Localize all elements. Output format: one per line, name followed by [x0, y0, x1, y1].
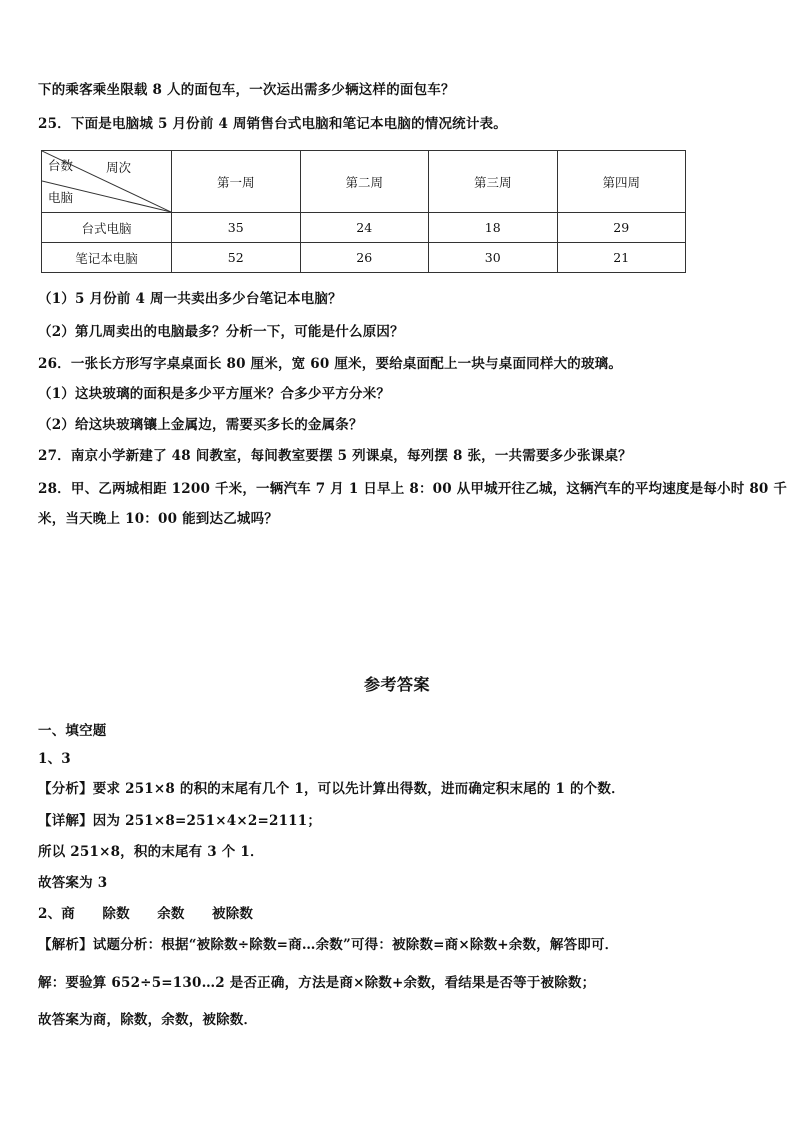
answer-1-so: 所以 251×8，积的末尾有 3 个 1． — [38, 844, 264, 860]
header-week-1: 第一周 — [172, 151, 301, 213]
question-27: 27．南京小学新建了 48 间教室，每间教室要摆 5 列课桌，每列摆 8 张，一共需要多少张课桌？ — [38, 448, 632, 464]
answers-section-1: 一、填空题 — [38, 723, 107, 739]
question-25-1: （1）5 月份前 4 周一共卖出多少台笔记本电脑？ — [38, 291, 342, 307]
header-week-4: 第四周 — [557, 151, 686, 213]
cell: 24 — [300, 213, 429, 243]
question-24-continuation: 下的乘客乘坐限载 8 人的面包车，一次运出需多少辆这样的面包车？ — [38, 82, 455, 98]
question-25-2: （2）第几周卖出的电脑最多？分析一下，可能是什么原因？ — [38, 324, 404, 340]
header-week-3: 第三周 — [429, 151, 558, 213]
corner-label-week: 周次 — [106, 160, 132, 175]
cell: 29 — [557, 213, 686, 243]
cell: 52 — [172, 243, 301, 273]
question-28-line2: 米，当天晚上 10：00 能到达乙城吗？ — [38, 511, 278, 527]
cell: 30 — [429, 243, 558, 273]
header-week-2: 第二周 — [300, 151, 429, 213]
answer-2-final: 故答案为商，除数，余数，被除数． — [38, 1012, 258, 1028]
question-26-1: （1）这块玻璃的面积是多少平方厘米？合多少平方分米？ — [38, 386, 391, 402]
row-label-desktop: 台式电脑 — [42, 213, 172, 243]
corner-label-computer: 电脑 — [48, 190, 74, 205]
cell: 35 — [172, 213, 301, 243]
question-25: 25．下面是电脑城 5 月份前 4 周销售台式电脑和笔记本电脑的情况统计表。 — [38, 116, 507, 132]
table-header-row — [42, 151, 686, 213]
answer-1-analysis: 【分析】要求 251×8 的积的末尾有几个 1，可以先计算出得数，进而确定积末尾的 1 的个数． — [38, 781, 625, 797]
answer-1-final: 故答案为 3 — [38, 875, 108, 891]
question-28-line1: 28．甲、乙两城相距 1200 千米，一辆汽车 7 月 1 日早上 8：00 从甲城开往乙城，这辆汽车的平均速度是每小时 80 千 — [38, 481, 788, 497]
row-label-laptop: 笔记本电脑 — [42, 243, 172, 273]
question-26: 26．一张长方形写字桌桌面长 80 厘米，宽 60 厘米，要给桌面配上一块与桌面同样大的玻璃。 — [38, 356, 623, 372]
question-26-2: （2）给这块玻璃镶上金属边，需要买多长的金属条？ — [38, 417, 363, 433]
table-row-desktop — [42, 213, 686, 243]
answer-2: 2、商 除数 余数 被除数 — [38, 906, 254, 922]
answer-2-solution: 解：要验算 652÷5=130…2 是否正确，方法是商×除数+余数，看结果是否等于被除数； — [38, 975, 596, 991]
table-row-laptop — [42, 243, 686, 273]
corner-label-count: 台数 — [48, 158, 74, 173]
sales-table — [41, 150, 686, 273]
answer-2-analysis: 【解析】试题分析：根据“被除数÷除数=商…余数”可得：被除数=商×除数+余数，解答即可． — [38, 937, 619, 953]
cell: 18 — [429, 213, 558, 243]
answer-1: 1、3 — [38, 751, 71, 767]
answer-1-detail: 【详解】因为 251×8=251×4×2=2111； — [38, 813, 322, 829]
cell: 21 — [557, 243, 686, 273]
cell: 26 — [300, 243, 429, 273]
diagonal-header-cell — [42, 151, 172, 213]
answers-title: 参考答案 — [363, 675, 430, 694]
